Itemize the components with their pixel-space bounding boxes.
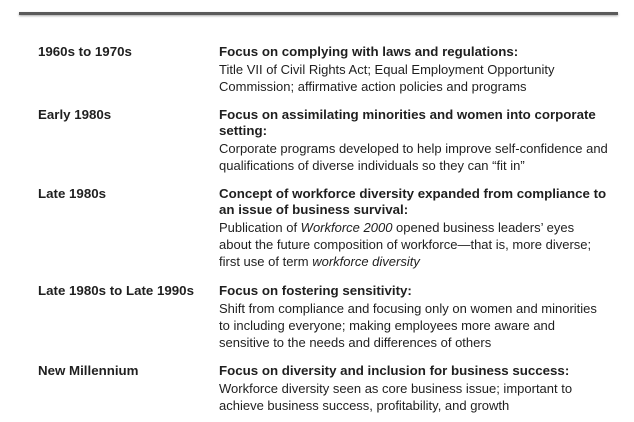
period-label: Early 1980s [38,107,112,122]
description-text: Shift from compliance and focusing only on women and minorities to including everyone; making employees more aware and sensitive to the needs and differences of others [219,301,597,350]
row-description [219,219,609,270]
description-italic-text: Workforce 2000 [300,220,393,235]
row-content [219,363,609,414]
row-content [219,283,609,351]
description-text: opened business leaders’ eyes about the future composition of workforce—that is, more diverse; first use of term [219,220,592,269]
period-label: Late 1980s [38,186,107,201]
row-content [219,44,609,95]
row-description [219,140,609,174]
row-description [219,300,609,351]
top-divider [19,12,618,15]
row-heading: Focus on assimilating minorities and women into corporate setting: [219,107,596,138]
row-description [219,380,609,414]
description-italic-text: workforce diversity [312,254,420,269]
row-heading: Focus on diversity and inclusion for business success: [219,363,570,378]
description-text: Title VII of Civil Rights Act; Equal Employment Opportunity Commission; affirmative action policies and programs [219,62,555,94]
period-label: Late 1980s to Late 1990s [38,283,194,298]
description-text: Publication of [219,220,301,235]
description-text: Workforce diversity seen as core business issue; important to achieve business success, profitability, and growth [219,381,573,413]
row-content [219,186,609,270]
row-heading: Concept of workforce diversity expanded from compliance to an issue of business survival: [219,186,607,217]
period-label: 1960s to 1970s [38,44,132,59]
period-label: New Millennium [38,363,139,378]
row-heading: Focus on fostering sensitivity: [219,283,412,298]
row-description [219,61,609,95]
row-heading: Focus on complying with laws and regulations: [219,44,519,59]
row-content [219,107,609,174]
description-text: Corporate programs developed to help improve self-confidence and qualifications of diverse individuals so they can “fit in” [219,141,608,173]
